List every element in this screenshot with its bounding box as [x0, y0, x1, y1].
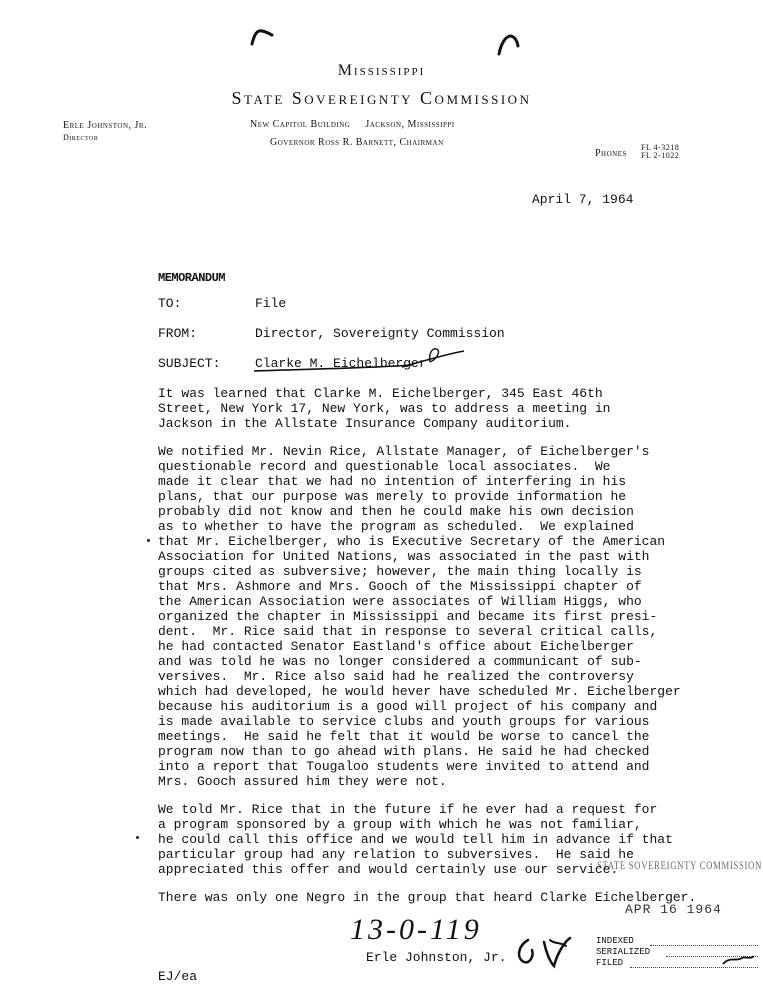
index-stamp-initials — [720, 950, 756, 970]
paragraph-line: that Mr. Eichelberger, who is Executive Secretary of the American — [158, 534, 666, 549]
paragraph-line: Jackson in the Allstate Insurance Company auditorium. — [158, 416, 572, 431]
paragraph-line: made it clear that we had no intention of interfering in his — [158, 474, 627, 489]
paragraph-2 — [158, 444, 681, 789]
paragraph-line: questionable record and questionable local associates. We — [158, 459, 611, 474]
from-value: Director, Sovereignty Commission — [255, 326, 505, 341]
paragraph-line: into a report that Tougaloo students were invited to attend and — [158, 759, 650, 774]
paragraph-line: the American Association were associates of William Higgs, who — [158, 594, 642, 609]
paragraph-line: appreciated this offer and would certainly use our service. — [158, 862, 619, 877]
signature-name: Erle Johnston, Jr. — [366, 950, 507, 965]
phone-1: FL 4-3218 — [641, 143, 680, 152]
handwritten-file-number: 13-0-119 — [350, 913, 482, 946]
subject-underline-mark — [252, 338, 472, 378]
margin-dot-1 — [147, 539, 150, 542]
paragraph-line: particular group had any relation to subversives. He said he — [158, 847, 634, 862]
subject-value: Clarke M. Eichelberger — [255, 356, 427, 371]
paragraph-3 — [158, 802, 673, 877]
director-title: Director — [63, 133, 99, 142]
paragraph-line: which had developed, he would hever have scheduled Mr. Eichelberger — [158, 684, 681, 699]
paragraph-line: It was learned that Clarke M. Eichelberger, 345 East 46th — [158, 386, 603, 401]
paragraph-line: as to whether to have the program as scheduled. We explained — [158, 519, 634, 534]
paragraph-line: and was told he was no longer considered a communicant of sub- — [158, 654, 642, 669]
paragraph-line: is made available to service clubs and youth groups for various — [158, 714, 650, 729]
paragraph-line: a program sponsored by a group with which he was not familiar, — [158, 817, 642, 832]
paragraph-1 — [158, 386, 610, 431]
received-stamp-commission: STATE SOVEREIGNTY COMMISSION — [597, 858, 763, 872]
handwritten-tick-mark-right — [494, 30, 524, 56]
paragraph-line: probably did not know and then he could make his own decision — [158, 504, 634, 519]
paragraph-line: We notified Mr. Nevin Rice, Allstate Manager, of Eichelberger's — [158, 444, 650, 459]
subject-label: SUBJECT: — [158, 356, 221, 371]
letterhead-governor: Governor Ross R. Barnett, Chairman — [270, 137, 444, 148]
paragraph-line: he could call this office and we would tell him in advance if that — [158, 832, 673, 847]
paragraph-line: There was only one Negro in the group that heard Clarke Eichelberger. — [158, 890, 697, 905]
paragraph-line: program now than to go ahead with plans. He said he had checked — [158, 744, 650, 759]
paragraph-line: Street, New York 17, New York, was to address a meeting in — [158, 401, 611, 416]
index-stamp — [592, 936, 762, 982]
to-value: File — [255, 296, 287, 311]
memo-heading: MEMORANDUM — [158, 271, 226, 285]
paragraph-line: that Mrs. Ashmore and Mrs. Gooch of the Mississippi chapter of — [158, 579, 642, 594]
paragraph-line: groups cited as subversive; however, the main thing locally is — [158, 564, 642, 579]
handwritten-tick-mark-left — [246, 26, 276, 48]
paragraph-4 — [158, 890, 696, 905]
paragraph-line: he had contacted Senator Eastland's office about Eichelberger — [158, 639, 634, 654]
paragraph-line: We told Mr. Rice that in the future if he ever had a request for — [158, 802, 658, 817]
received-stamp-date: APR 16 1964 — [625, 902, 722, 917]
paragraph-line: dent. Mr. Rice said that in response to several critical calls, — [158, 624, 658, 639]
paragraph-line: versives. Mr. Rice also said had he realized the controversy — [158, 669, 634, 684]
memo-date: April 7, 1964 — [532, 192, 634, 207]
paragraph-line: plans, that our purpose was merely to provide information he — [158, 489, 627, 504]
paragraph-line: meetings. He said he felt that it would be worse to cancel the — [158, 729, 650, 744]
paragraph-line: organized the chapter in Mississippi and became its first presi- — [158, 609, 658, 624]
handwritten-initials — [510, 932, 580, 972]
paragraph-line: because his auditorium is a good will project of his company and — [158, 699, 658, 714]
director-name: Erle Johnston, Jr. — [63, 120, 148, 131]
margin-dot-2 — [136, 836, 139, 839]
index-stamp-serialized: SERIALIZED — [596, 947, 651, 957]
paragraph-line: Association for United Nations, was associated in the past with — [158, 549, 650, 564]
letterhead-state: Mississippi — [337, 62, 426, 79]
reference-initials: EJ/ea — [158, 969, 198, 984]
phones-label: Phones — [595, 148, 627, 159]
paragraph-line: Mrs. Gooch assured him they were not. — [158, 774, 447, 789]
index-stamp-filed: FILED — [596, 958, 624, 968]
letterhead-address: New Capitol Building Jackson, Mississippi — [250, 119, 455, 130]
to-label: TO: — [158, 296, 182, 311]
phone-2: FL 2-1022 — [641, 151, 680, 160]
letterhead-commission: State Sovereignty Commission — [231, 88, 532, 108]
from-label: FROM: — [158, 326, 198, 341]
index-stamp-indexed: INDEXED — [596, 936, 634, 946]
